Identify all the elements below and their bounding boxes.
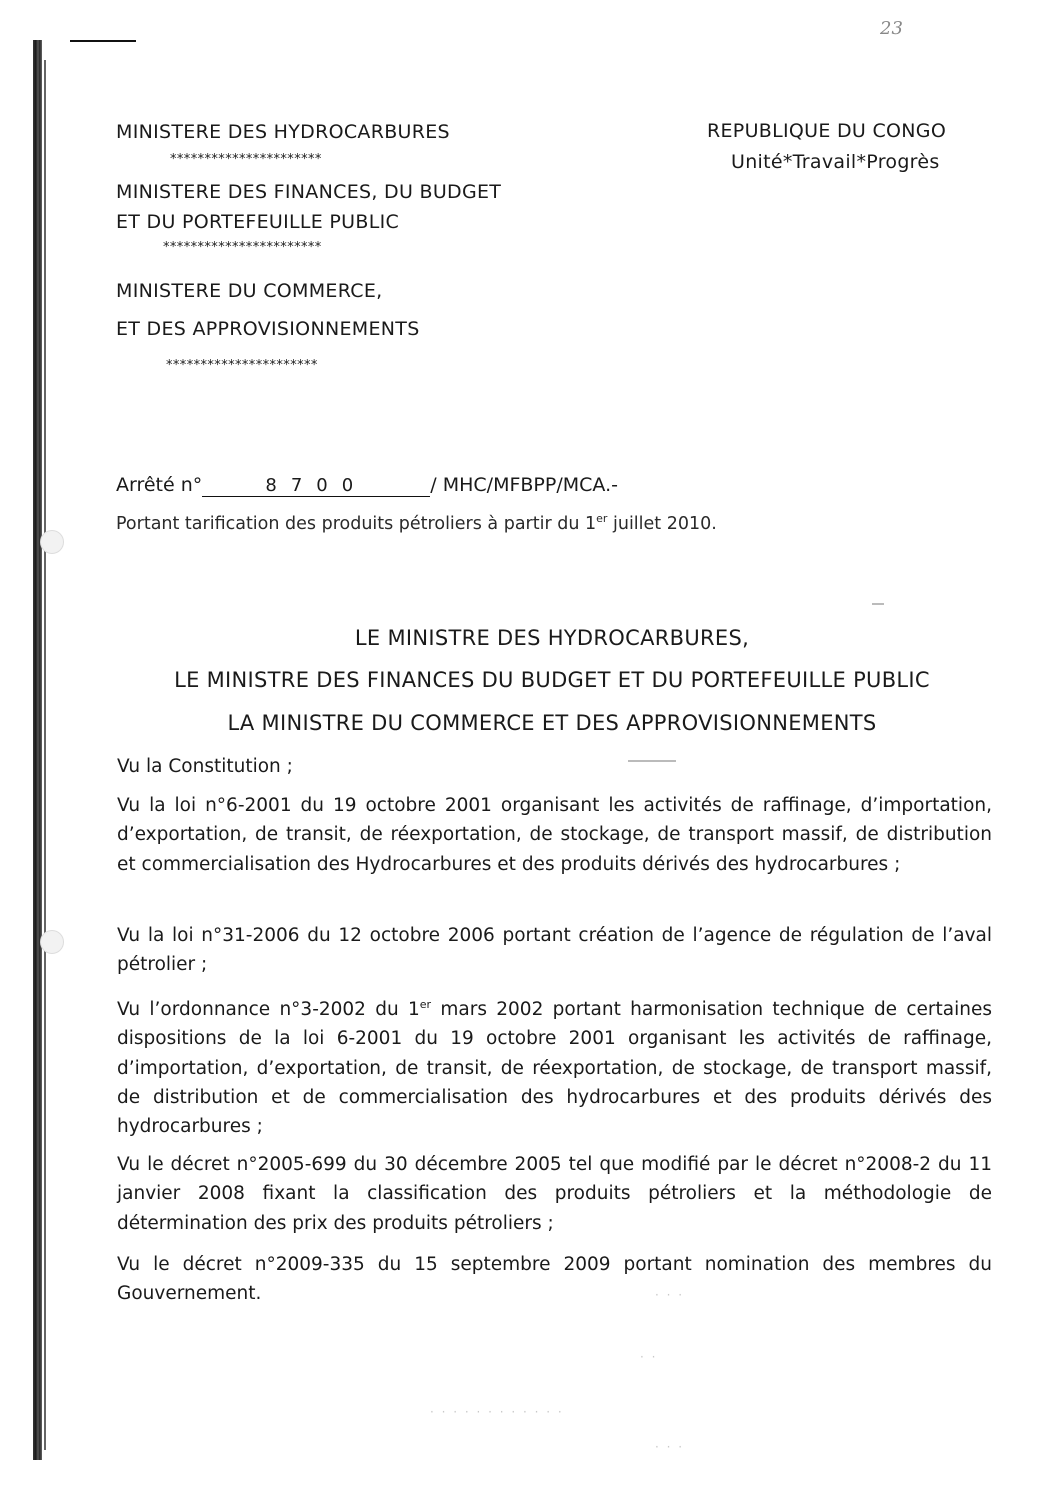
decree-prefix: Arrêté n° [116, 474, 203, 496]
republic-title: REPUBLIQUE DU CONGO [707, 120, 947, 142]
heading-minister-commerce: LA MINISTRE DU COMMERCE ET DES APPROVISIONNEMENTS [227, 711, 877, 735]
heading-minister-hydrocarbures: LE MINISTRE DES HYDROCARBURES, [354, 626, 750, 650]
visa-constitution: Vu la Constitution ; [117, 756, 293, 777]
visa-ordonnance-sup: er [419, 998, 432, 1011]
visa-decret-2005-699: Vu le décret n°2005-699 du 30 décembre 2005 tel que modifié par le décret n°2008-2 du 11 janvier 2008 fixant la classification des produits pétroliers et la méthodologie de détermination des prix des produits pétroliers ; [117, 1154, 992, 1234]
decree-subject-sup: er [596, 512, 608, 525]
ministry-finances-line2: ET DU PORTEFEUILLE PUBLIC [116, 211, 400, 233]
punch-hole-bottom [40, 930, 64, 954]
ministry-finances-line1: MINISTERE DES FINANCES, DU BUDGET [116, 181, 502, 203]
handwritten-page-number: 23 [880, 18, 903, 39]
ministry-commerce-line2: ET DES APPROVISIONNEMENTS [116, 318, 420, 340]
scan-noise: · · [640, 1350, 658, 1364]
scan-noise: · · · [655, 1288, 685, 1302]
separator-stars-1: ********************** [170, 152, 322, 167]
visa-ordonnance-body: mars 2002 portant harmonisation technique de certaines dispositions de la loi 6-2001 du 19 octobre 2001 organisant les activités de raffinage, d’importation, d’exportation, de transit, de réexportation, de stockage, de transport massif, de distribution et de commercialisation des hydrocarbures et des produits dérivés des hydrocarbures ; [117, 999, 992, 1138]
visa-ordonnance-3-2002 [117, 990, 992, 1142]
heading-minister-finances: LE MINISTRE DES FINANCES DU BUDGET ET DU PORTEFEUILLE PUBLIC [174, 668, 930, 692]
visa-loi-6-2001: Vu la loi n°6-2001 du 19 octobre 2001 organisant les activités de raffinage, d’importation, d’exportation, de transit, de réexportation, de stockage, de transport massif, de distribution et commercialisation des Hydrocarbures et des produits dérivés des hydrocarbures ; [117, 795, 992, 875]
visa-loi-31-2006: Vu la loi n°31-2006 du 12 octobre 2006 portant création de l’agence de régulation de l’aval pétrolier ; [117, 925, 992, 976]
scan-noise: · · · [655, 1440, 685, 1454]
decree-suffix: / MHC/MFBPP/MCA.- [430, 474, 618, 496]
ministry-hydrocarbures: MINISTERE DES HYDROCARBURES [116, 121, 450, 143]
decree-subject-date: juillet 2010. [607, 513, 717, 534]
scan-smudge [628, 760, 676, 762]
binding-edge [33, 40, 42, 1460]
separator-stars-3: ********************** [166, 358, 318, 373]
visa-ordonnance-text: Vu l’ordonnance n°3-2002 du 1 [117, 999, 420, 1021]
scan-smudge [872, 603, 884, 605]
ministry-commerce-line1: MINISTERE DU COMMERCE, [116, 280, 383, 302]
visa-decret-2009-335: Vu le décret n°2009-335 du 15 septembre 2009 portant nomination des membres du Gouvernement. [117, 1254, 992, 1305]
scan-noise: · · · · · · · · · · · · [430, 1405, 564, 1419]
separator-stars-2: *********************** [163, 240, 322, 255]
decree-number: 8700 [202, 476, 430, 497]
top-edge-mark [70, 40, 136, 42]
decree-reference [116, 474, 618, 497]
decree-subject-text: Portant tarification des produits pétroliers à partir du 1 [116, 513, 597, 534]
republic-motto: Unité*Travail*Progrès [731, 151, 940, 173]
decree-subject [116, 512, 717, 534]
binding-edge-shadow [44, 60, 46, 1450]
punch-hole-top [40, 530, 64, 554]
